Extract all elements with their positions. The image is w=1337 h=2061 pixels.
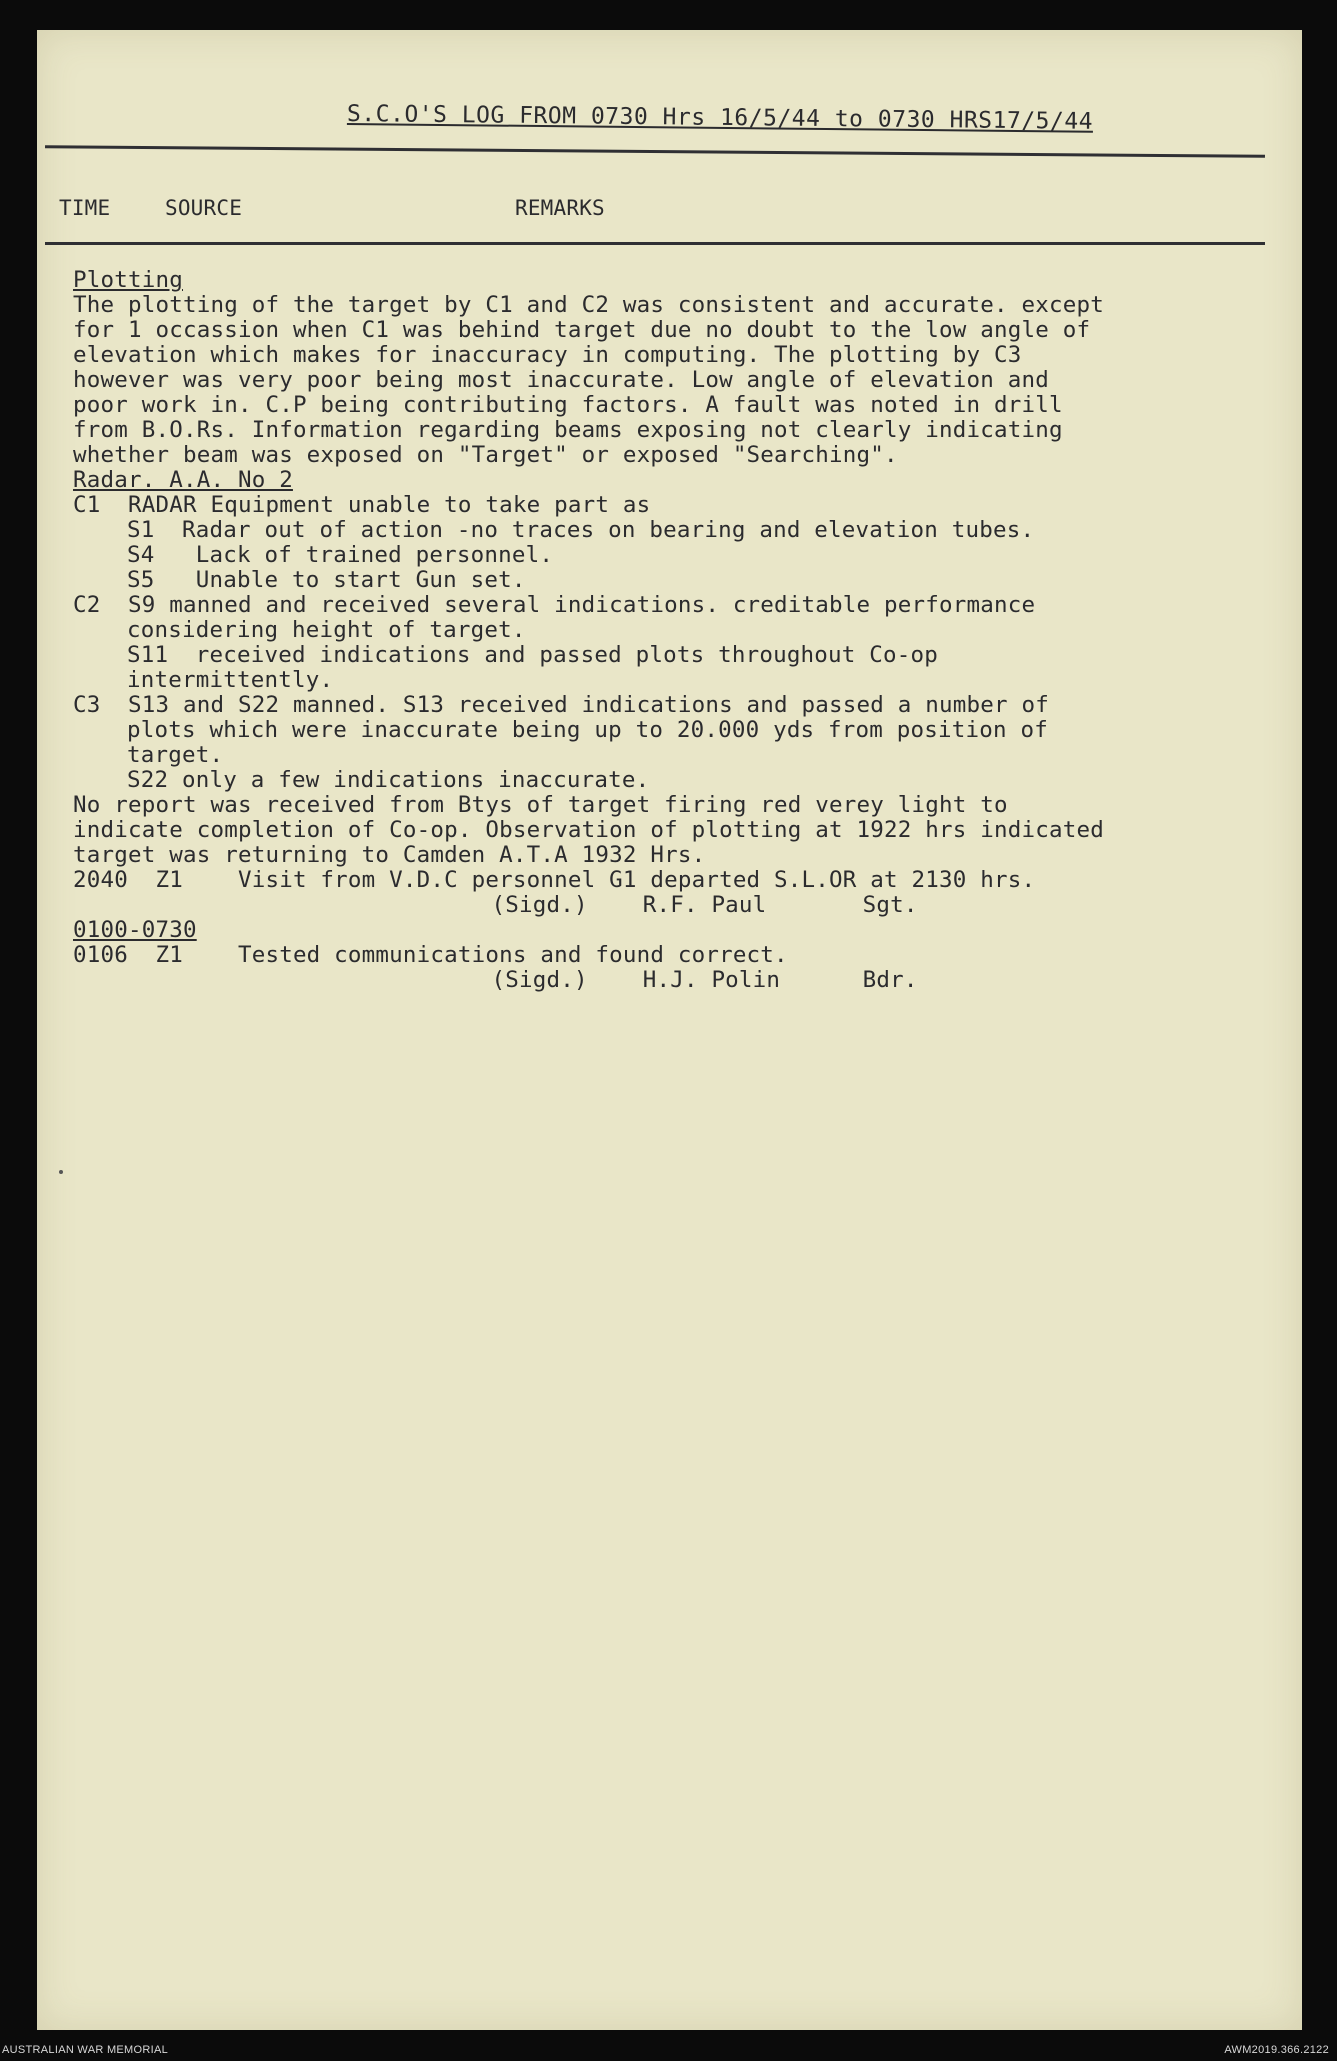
column-remarks: REMARKS: [515, 196, 605, 220]
column-source: SOURCE: [165, 196, 243, 220]
log-line: (Sigd.) H.J. Polin Bdr.: [491, 967, 918, 993]
section-heading: Radar. A.A. No 2: [73, 467, 293, 493]
log-line: target was returning to Camden A.T.A 1932 Hrs.: [73, 842, 706, 868]
log-line: target.: [127, 742, 224, 768]
log-line: S5 Unable to start Gun set.: [127, 567, 526, 593]
log-line: from B.O.Rs. Information regarding beams exposing not clearly indicating: [73, 417, 1063, 443]
footer-accession: AWM2019.366.2122: [1224, 2044, 1329, 2056]
log-line: indicate completion of Co-op. Observation of plotting at 1922 hrs indicated: [73, 817, 1104, 843]
log-line: (Sigd.) R.F. Paul Sgt.: [491, 892, 918, 918]
log-line: considering height of target.: [127, 617, 526, 643]
log-line: C3 S13 and S22 manned. S13 received indications and passed a number of: [73, 692, 1049, 718]
log-line: for 1 occassion when C1 was behind target due no doubt to the low angle of: [73, 317, 1091, 343]
log-line: 2040 Z1 Visit from V.D.C personnel G1 departed S.L.OR at 2130 hrs.: [73, 867, 1036, 893]
log-line: No report was received from Btys of target firing red verey light to: [73, 792, 1008, 818]
log-line: whether beam was exposed on "Target" or exposed "Searching".: [73, 442, 898, 468]
log-line: plots which were inaccurate being up to 20.000 yds from position of: [127, 717, 1048, 743]
log-line: S11 received indications and passed plots throughout Co-op: [127, 642, 939, 668]
log-line: poor work in. C.P being contributing factors. A fault was noted in drill: [73, 392, 1063, 418]
section-heading: 0100-0730: [73, 917, 197, 943]
log-line: S1 Radar out of action -no traces on bearing and elevation tubes.: [127, 517, 1035, 543]
log-line: S22 only a few indications inaccurate.: [127, 767, 650, 793]
log-line: C1 RADAR Equipment unable to take part as: [73, 492, 651, 518]
log-heading: S.C.O'S LOG FROM 0730 Hrs 16/5/44 to 0730 HRS17/5/44: [346, 101, 1094, 135]
log-line: 0106 Z1 Tested communications and found correct.: [73, 942, 788, 968]
log-sheet: [37, 30, 1302, 2030]
log-line: intermittently.: [127, 667, 334, 693]
log-line: The plotting of the target by C1 and C2 was consistent and accurate. except: [73, 292, 1104, 318]
log-line: elevation which makes for inaccuracy in computing. The plotting by C3: [73, 342, 1022, 368]
punch-mark: [59, 1170, 63, 1174]
log-line: S4 Lack of trained personnel.: [127, 542, 554, 568]
log-line: however was very poor being most inaccurate. Low angle of elevation and: [73, 367, 1049, 393]
section-heading: Plotting: [73, 267, 183, 293]
footer-credit: AUSTRALIAN WAR MEMORIAL: [2, 2044, 169, 2056]
top-rule: [45, 145, 1265, 158]
header-rule: [45, 242, 1265, 245]
log-line: C2 S9 manned and received several indications. creditable performance: [73, 592, 1036, 618]
column-time: TIME: [59, 196, 111, 220]
